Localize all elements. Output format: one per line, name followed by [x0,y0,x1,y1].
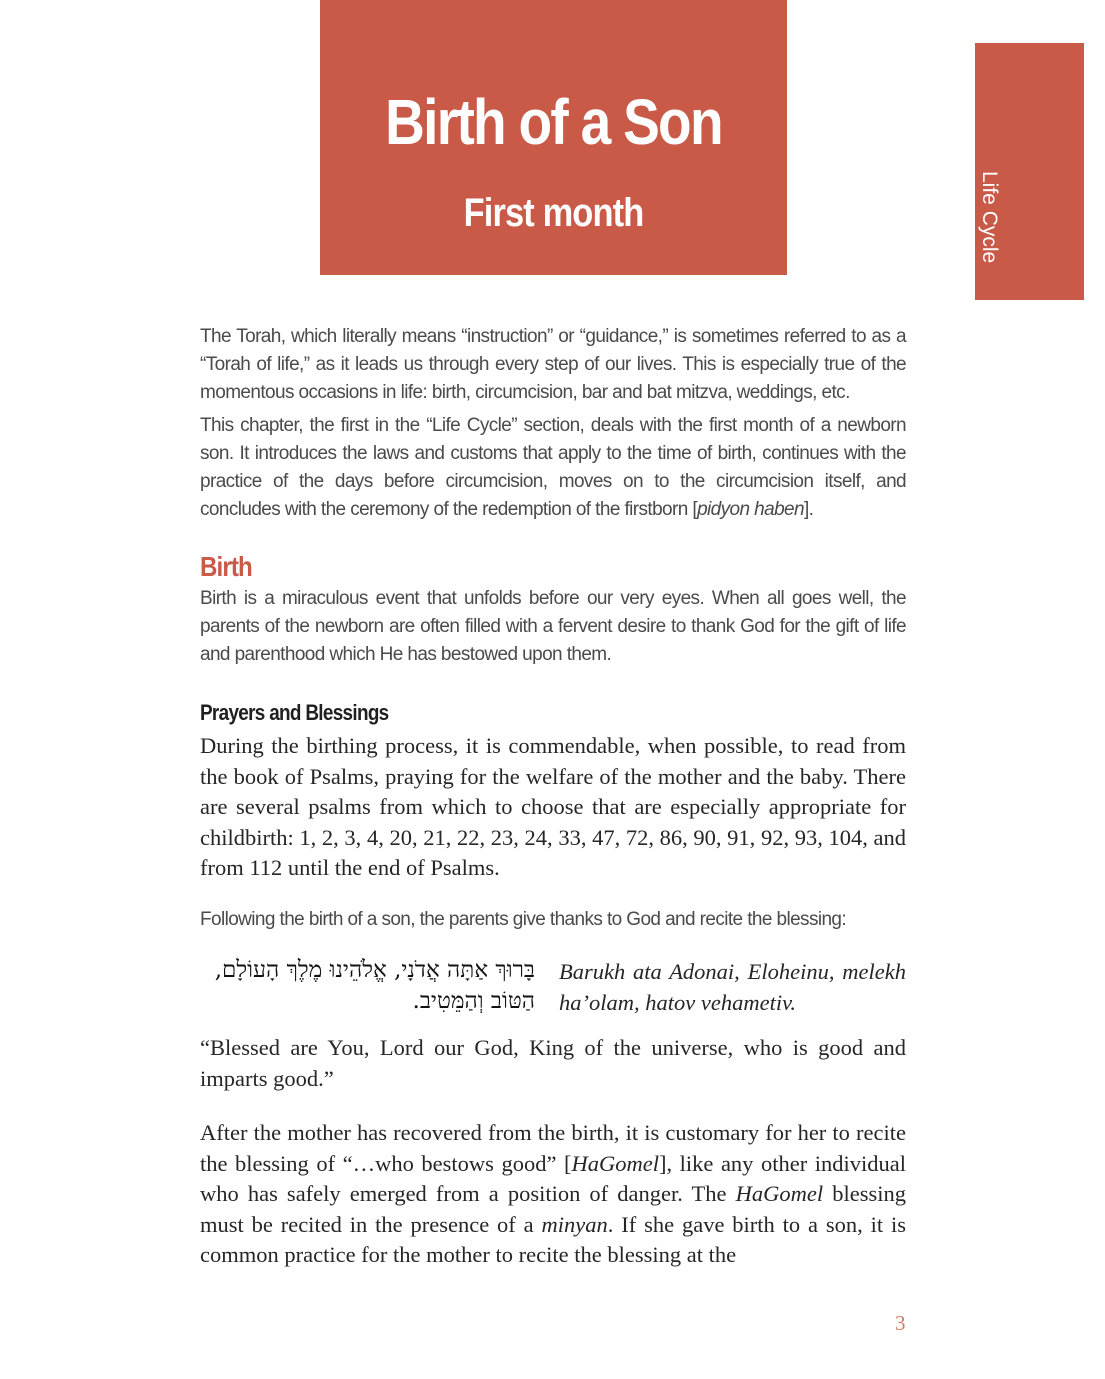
intro-paragraph-2-emphasis: pidyon haben [697,499,804,520]
following-paragraph: Following the birth of a son, the parents give thanks to God and recite the blessing: [200,909,847,930]
section-tab-label: Life Cycle [978,171,1001,264]
hagomel-text-a: After the mother has recovered from the birth, it is customary for her to recite the blessing of “…who bestows good” [ [200,1120,906,1176]
birth-paragraph: Birth is a miraculous event that unfolds before our very eyes. When all goes well, the parents of the newborn are often filled with a fervent desire to thank God for the gift of life and parenthood which He has bestowed upon them. [200,588,906,665]
minyan-term: minyan [541,1211,608,1237]
hebrew-blessing-line-1: בָּרוּךְ אַתָּה אֲדֹנָי, אֱלֹהֵינוּ מֶלֶךְ הָעוֹלָם, [214,957,535,983]
birth-heading: Birth [200,551,252,582]
intro-paragraph-1: The Torah, which literally means “instruction” or “guidance,” is sometimes referred to as a “Torah of life,” as it leads us through every step of our lives. This is especially true of the momentous occasions in life: birth, circumcision, bar and bat mitzva, weddings, etc. [200,326,906,403]
hebrew-blessing-line-2: הַטּוֹב וְהַמֵּטִיב. [412,988,535,1014]
prayers-paragraph: During the birthing process, it is commendable, when possible, to read from the book of Psalms, praying for the welfare of the mother and the baby. There are several psalms from which to choose that are especially appropriate for childbirth: 1, 2, 3, 4, 20, 21, 22, 23, 24, 33, 47, 72, 86, 90, 91, 92, 93, 104, and from 112 until the end of Psalms. [200,733,906,880]
page-number: 3 [895,1311,906,1335]
hagomel-text-d: . If she gave birth to a son, it is common practice for the mother to recite the blessing at the [200,1211,906,1267]
section-tab [975,43,1084,300]
intro-paragraph-2 [200,412,906,524]
chapter-title-box [320,0,787,275]
hagomel-term-1: HaGomel [571,1150,659,1176]
hagomel-paragraph [200,1118,906,1271]
prayers-heading: Prayers and Blessings [200,700,389,725]
hebrew-blessing [200,955,535,1017]
chapter-subtitle: First month [463,191,644,235]
hagomel-text-c: blessing must be recited in the presence of a [200,1181,906,1237]
blessing-transliteration: Barukh ata Adonai, Eloheinu, melekh ha’olam, hatov vehametiv. [559,959,906,1015]
hagomel-text-b: ], like any other individual who has safely emerged from a position of danger. The [200,1150,906,1206]
intro-paragraph-2-text-b: ]. [803,499,814,520]
hagomel-term-2: HaGomel [735,1181,824,1206]
blessing-translation: “Blessed are You, Lord our God, King of the universe, who is good and imparts good.” [200,1035,906,1091]
intro-paragraph-2-text-a: This chapter, the first in the “Life Cycle” section, deals with the first month of a newborn son. It introduces the laws and customs that apply to the time of birth, continues with the practice of the days before circumcision, moves on to the circumcision itself, and concludes with the ceremony of the redemption of the firstborn [ [200,415,906,520]
chapter-title: Birth of a Son [385,86,722,158]
